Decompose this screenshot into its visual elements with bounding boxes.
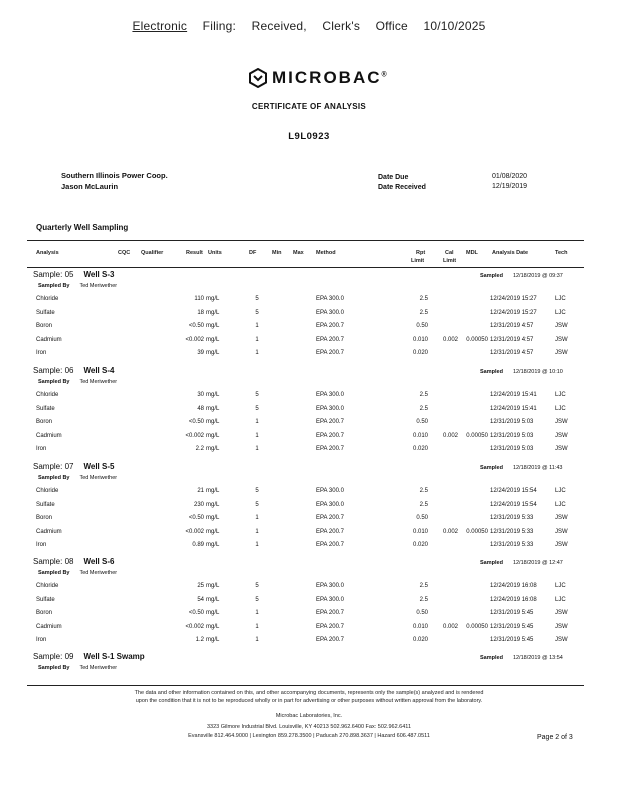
sampled-label: Sampled	[480, 273, 503, 279]
cell-units: mg/L	[206, 623, 220, 630]
cell-rpt: 0.020	[412, 542, 428, 548]
cell-result: 54	[197, 596, 204, 603]
cell-df: 1	[255, 323, 259, 329]
sampled-at	[480, 655, 563, 661]
cell-method: EPA 300.0	[316, 488, 344, 494]
sample-heading	[33, 366, 114, 375]
project-title: Quarterly Well Sampling	[36, 223, 129, 232]
cell-mdl: 0.00050	[466, 528, 488, 535]
cell-rpt: 2.5	[419, 296, 428, 302]
cell-analysis: Iron	[36, 350, 47, 356]
cell-df: 5	[255, 296, 259, 302]
cell-date: 12/24/2019 15:54	[490, 488, 537, 494]
client-company: Southern Illinois Power Coop.	[61, 171, 168, 180]
col-rpt: Rpt	[416, 250, 426, 256]
cell-df: 5	[255, 583, 259, 589]
cell-rpt: 0.010	[412, 432, 428, 439]
date-due-label: Date Due	[378, 174, 409, 181]
cell-analysis: Cadmium	[36, 528, 62, 535]
cell-rpt: 0.50	[416, 610, 428, 616]
cell-df: 1	[255, 623, 259, 630]
cell-df: 5	[255, 488, 259, 494]
cell-date: 12/24/2019 15:54	[490, 501, 537, 508]
cell-date: 12/31/2019 5:03	[490, 419, 534, 425]
cell-df: 1	[255, 542, 259, 548]
cell-analysis: Chloride	[36, 296, 59, 302]
cell-rpt: 0.020	[412, 637, 428, 643]
cell-rpt: 2.5	[419, 596, 428, 603]
sample-well: Well S-5	[83, 462, 115, 471]
cell-method: EPA 200.7	[316, 323, 344, 329]
sample-well: Well S-6	[83, 557, 115, 566]
cell-rpt: 0.50	[416, 323, 428, 329]
cell-rpt: 0.010	[412, 528, 428, 535]
cell-result: 18	[197, 309, 204, 316]
sampled-datetime: 12/18/2019 @ 12:47	[512, 560, 563, 566]
cell-method: EPA 200.7	[316, 623, 344, 630]
cell-result: <0.50	[188, 419, 204, 425]
cell-units: mg/L	[206, 296, 220, 302]
cell-method: EPA 200.7	[316, 515, 344, 521]
cell-result: <0.002	[185, 432, 204, 439]
sample-label: Sample: 09	[33, 652, 74, 661]
col-df: DF	[249, 250, 257, 256]
cell-df: 1	[255, 637, 259, 643]
cell-units: mg/L	[206, 392, 220, 398]
cell-units: mg/L	[206, 610, 220, 616]
cell-units: mg/L	[206, 336, 220, 343]
cell-result: 39	[197, 350, 204, 356]
cell-date: 12/24/2019 16:08	[490, 596, 537, 603]
cell-date: 12/31/2019 5:03	[490, 446, 534, 452]
cell-tech: JSW	[555, 446, 568, 452]
cell-df: 5	[255, 405, 259, 412]
cell-df: 1	[255, 610, 259, 616]
cell-rpt: 0.020	[412, 350, 428, 356]
client-contact: Jason McLaurin	[61, 182, 119, 191]
cell-method: EPA 300.0	[316, 392, 344, 398]
col-result: Result	[186, 250, 203, 256]
cell-analysis: Sulfate	[36, 405, 55, 412]
cell-analysis: Sulfate	[36, 501, 55, 508]
cell-rpt: 2.5	[419, 309, 428, 316]
disclaimer-line-1: The data and other information contained on this, and other accompanying documents, represents only the sample(s) analyzed and is rendered	[134, 690, 484, 696]
col-cqc: CQC	[118, 250, 131, 256]
stamp-text: Clerk's	[322, 19, 361, 33]
cell-method: EPA 200.7	[316, 637, 344, 643]
sample-well: Well S-3	[83, 270, 115, 279]
cell-rpt: 0.010	[412, 336, 428, 343]
cell-method: EPA 200.7	[316, 542, 344, 548]
sample-heading	[33, 652, 145, 661]
cell-date: 12/24/2019 15:27	[490, 296, 537, 302]
lab-branches: Evansville 812.464.9000 | Lexington 859.278.3500 | Paducah 270.898.3637 | Hazard 606.487.0511	[188, 733, 430, 739]
cell-method: EPA 200.7	[316, 610, 344, 616]
footer-divider	[27, 685, 584, 686]
cell-date: 12/31/2019 5:33	[490, 528, 534, 535]
cell-tech: LJC	[555, 596, 566, 603]
cell-df: 1	[255, 432, 259, 439]
page-number: Page 2 of 3	[537, 734, 573, 741]
cell-result: <0.002	[185, 528, 204, 535]
cell-tech: JSW	[555, 432, 568, 439]
sampled-by	[38, 475, 117, 481]
cell-tech: JSW	[555, 528, 568, 535]
stamp-text: Office	[375, 19, 408, 33]
col-limit: Limit	[411, 258, 425, 264]
cell-result: 25	[197, 583, 204, 589]
cell-tech: LJC	[555, 583, 566, 589]
cell-date: 12/24/2019 16:08	[490, 583, 537, 589]
cell-tech: LJC	[555, 296, 566, 302]
sampled-label: Sampled	[480, 369, 503, 375]
cell-result: 48	[197, 405, 204, 412]
cell-result: <0.002	[185, 623, 204, 630]
cell-rpt: 0.020	[412, 446, 428, 452]
cell-analysis: Boron	[36, 610, 53, 616]
cell-method: EPA 200.7	[316, 446, 344, 452]
sampled-datetime: 12/18/2019 @ 11:43	[512, 465, 563, 471]
header-divider	[27, 240, 584, 241]
cell-df: 1	[255, 350, 259, 356]
cell-tech: JSW	[555, 336, 568, 343]
col-max: Max	[293, 250, 304, 256]
sampled-by-name: Ted Meriwether	[79, 379, 118, 385]
sampled-by-label: Sampled By	[38, 475, 70, 481]
cell-df: 1	[255, 336, 259, 343]
cell-units: mg/L	[206, 323, 220, 329]
cell-tech: LJC	[555, 309, 566, 316]
cell-date: 12/24/2019 15:27	[490, 309, 537, 316]
cell-date: 12/24/2019 15:41	[490, 392, 537, 398]
microbac-logo	[248, 68, 387, 88]
cell-rpt: 2.5	[419, 501, 428, 508]
cell-result: 0.89	[192, 542, 204, 548]
cell-mdl: 0.00050	[466, 623, 488, 630]
cell-method: EPA 200.7	[316, 432, 344, 439]
sampled-by-label: Sampled By	[38, 379, 70, 385]
cell-mdl: 0.00050	[466, 336, 488, 343]
sampled-label: Sampled	[480, 560, 503, 566]
sampled-by-name: Ted Meriwether	[79, 475, 118, 481]
cell-rpt: 2.5	[419, 583, 428, 589]
stamp-text: Received,	[251, 19, 307, 33]
col-method: Method	[316, 250, 336, 256]
sampled-by	[38, 665, 117, 671]
col-cal-limit: Limit	[443, 258, 457, 264]
sampled-datetime: 12/18/2019 @ 09:37	[512, 273, 563, 279]
cell-method: EPA 200.7	[316, 419, 344, 425]
stamp-text: Filing:	[202, 19, 237, 33]
cell-units: mg/L	[206, 596, 220, 603]
col-tech: Tech	[555, 250, 568, 256]
cell-result: 21	[197, 488, 204, 494]
sample-heading	[33, 557, 114, 566]
cell-tech: JSW	[555, 515, 568, 521]
cell-tech: JSW	[555, 542, 568, 548]
cell-result: <0.50	[188, 323, 204, 329]
cell-tech: LJC	[555, 488, 566, 494]
cell-date: 12/31/2019 4:57	[490, 336, 534, 343]
sampled-at	[480, 369, 563, 375]
cell-analysis: Sulfate	[36, 309, 55, 316]
cell-df: 5	[255, 392, 259, 398]
col-analysis: Analysis	[36, 250, 59, 256]
sampled-at	[480, 273, 563, 279]
sample-label: Sample: 06	[33, 366, 74, 375]
cell-analysis: Chloride	[36, 488, 59, 494]
cell-df: 5	[255, 596, 259, 603]
cell-tech: JSW	[555, 323, 568, 329]
cell-date: 12/31/2019 5:33	[490, 515, 534, 521]
cell-cal: 0.002	[442, 336, 458, 343]
sampled-at	[480, 465, 562, 471]
cell-units: mg/L	[206, 350, 220, 356]
cell-date: 12/31/2019 5:03	[490, 432, 534, 439]
cell-rpt: 0.50	[416, 515, 428, 521]
sampled-by-name: Ted Meriwether	[79, 283, 118, 289]
cell-result: 1.2	[195, 637, 204, 643]
date-received-value: 12/19/2019	[492, 183, 528, 190]
sampled-label: Sampled	[480, 655, 503, 661]
cell-rpt: 2.5	[419, 405, 428, 412]
date-due-value: 01/08/2020	[492, 173, 528, 180]
cell-method: EPA 200.7	[316, 350, 344, 356]
col-qualifier: Qualifier	[141, 250, 164, 256]
cell-method: EPA 300.0	[316, 501, 344, 508]
col-analysis-date: Analysis Date	[492, 250, 529, 256]
cell-rpt: 2.5	[419, 392, 428, 398]
cell-analysis: Cadmium	[36, 432, 62, 439]
cell-date: 12/31/2019 5:45	[490, 610, 534, 616]
logo-wordmark: MICROBAC®	[272, 68, 387, 87]
certificate-title: CERTIFICATE OF ANALYSIS	[251, 102, 367, 111]
cell-tech: JSW	[555, 637, 568, 643]
sample-well: Well S-1 Swamp	[83, 652, 145, 661]
cell-df: 1	[255, 419, 259, 425]
report-id: L9L0923	[288, 131, 330, 142]
sampled-by	[38, 283, 117, 289]
cell-method: EPA 300.0	[316, 296, 344, 302]
cell-date: 12/31/2019 4:57	[490, 323, 534, 329]
sample-label: Sample: 05	[33, 270, 74, 279]
cell-tech: JSW	[555, 610, 568, 616]
cell-date: 12/31/2019 4:57	[490, 350, 534, 356]
sample-label: Sample: 08	[33, 557, 74, 566]
cell-result: 230	[193, 501, 204, 508]
sample-heading	[33, 270, 114, 279]
cell-analysis: Sulfate	[36, 596, 55, 603]
cell-rpt: 0.010	[412, 623, 428, 630]
cell-units: mg/L	[206, 515, 220, 521]
cell-units: mg/L	[206, 419, 220, 425]
cell-analysis: Chloride	[36, 583, 59, 589]
cell-date: 12/31/2019 5:45	[490, 623, 534, 630]
date-received-label: Date Received	[378, 184, 426, 191]
cell-tech: JSW	[555, 350, 568, 356]
cell-result: 110	[194, 296, 204, 302]
cell-method: EPA 200.7	[316, 336, 344, 343]
table-header-divider	[27, 267, 584, 268]
col-mdl: MDL	[466, 250, 478, 256]
cell-cal: 0.002	[442, 432, 458, 439]
sampled-at	[480, 560, 563, 566]
stamp-date: 10/10/2025	[423, 19, 486, 33]
cell-df: 5	[255, 309, 259, 316]
sampled-datetime: 12/18/2019 @ 10:10	[512, 369, 563, 375]
cell-df: 5	[255, 501, 259, 508]
cell-units: mg/L	[206, 528, 220, 535]
cell-analysis: Boron	[36, 515, 53, 521]
cell-rpt: 2.5	[419, 488, 428, 494]
cell-method: EPA 300.0	[316, 405, 344, 412]
lab-name: Microbac Laboratories, Inc.	[275, 713, 343, 719]
cell-units: mg/L	[206, 583, 220, 589]
cell-analysis: Iron	[36, 637, 47, 643]
cell-analysis: Chloride	[36, 392, 59, 398]
cell-cal: 0.002	[442, 528, 458, 535]
cell-df: 1	[255, 528, 259, 535]
sampled-label: Sampled	[480, 465, 503, 471]
cell-df: 1	[255, 515, 259, 521]
cell-analysis: Iron	[36, 446, 47, 452]
col-cal: Cal	[445, 250, 454, 256]
sampled-by	[38, 570, 117, 576]
cell-tech: LJC	[555, 392, 566, 398]
cell-units: mg/L	[206, 432, 220, 439]
sample-label: Sample: 07	[33, 462, 74, 471]
cell-tech: LJC	[555, 405, 566, 412]
cell-units: mg/L	[206, 542, 220, 548]
sample-heading	[33, 462, 114, 471]
cell-result: 30	[197, 392, 204, 398]
filing-stamp	[0, 19, 618, 33]
col-min: Min	[272, 250, 282, 256]
sampled-by-label: Sampled By	[38, 283, 70, 289]
cell-method: EPA 300.0	[316, 309, 344, 316]
cell-result: <0.50	[188, 515, 204, 521]
cell-tech: LJC	[555, 501, 566, 508]
cell-units: mg/L	[206, 446, 220, 452]
cell-analysis: Cadmium	[36, 623, 62, 630]
sampled-by	[38, 379, 117, 385]
sampled-by-label: Sampled By	[38, 570, 70, 576]
cell-mdl: 0.00050	[466, 432, 488, 439]
col-units: Units	[208, 250, 222, 256]
cell-tech: JSW	[555, 419, 568, 425]
cell-method: EPA 300.0	[316, 596, 344, 603]
cell-method: EPA 200.7	[316, 528, 344, 535]
cell-date: 12/31/2019 5:45	[490, 637, 534, 643]
cell-rpt: 0.50	[416, 419, 428, 425]
cell-method: EPA 300.0	[316, 583, 344, 589]
lab-address: 3323 Gilmore Industrial Blvd. Louisville, KY 40213 502.962.6400 Fax: 502.962.6411	[206, 724, 412, 730]
sample-well: Well S-4	[83, 366, 115, 375]
cell-date: 12/24/2019 15:41	[490, 405, 537, 412]
cell-date: 12/31/2019 5:33	[490, 542, 534, 548]
cell-result: <0.002	[185, 336, 204, 343]
cell-analysis: Iron	[36, 542, 47, 548]
cell-cal: 0.002	[442, 623, 458, 630]
microbac-logo-icon	[248, 68, 268, 88]
cell-units: mg/L	[206, 501, 220, 508]
sampled-by-name: Ted Meriwether	[79, 570, 118, 576]
cell-result: 2.2	[195, 446, 204, 452]
cell-tech: JSW	[555, 623, 568, 630]
cell-df: 1	[255, 446, 259, 452]
sampled-by-label: Sampled By	[38, 665, 70, 671]
disclaimer-line-2: upon the condition that it is not to be reproduced wholly or in part for advertising or other purposes without written approval from the laboratory.	[135, 698, 483, 704]
cell-analysis: Boron	[36, 323, 53, 329]
cell-units: mg/L	[206, 309, 220, 316]
cell-units: mg/L	[206, 637, 220, 643]
cell-result: <0.50	[188, 610, 204, 616]
sampled-by-name: Ted Meriwether	[79, 665, 118, 671]
cell-units: mg/L	[206, 405, 220, 412]
cell-analysis: Cadmium	[36, 336, 62, 343]
sampled-datetime: 12/18/2019 @ 13:54	[512, 655, 563, 661]
cell-analysis: Boron	[36, 419, 53, 425]
stamp-text: Electronic	[132, 19, 188, 33]
cell-units: mg/L	[206, 488, 220, 494]
